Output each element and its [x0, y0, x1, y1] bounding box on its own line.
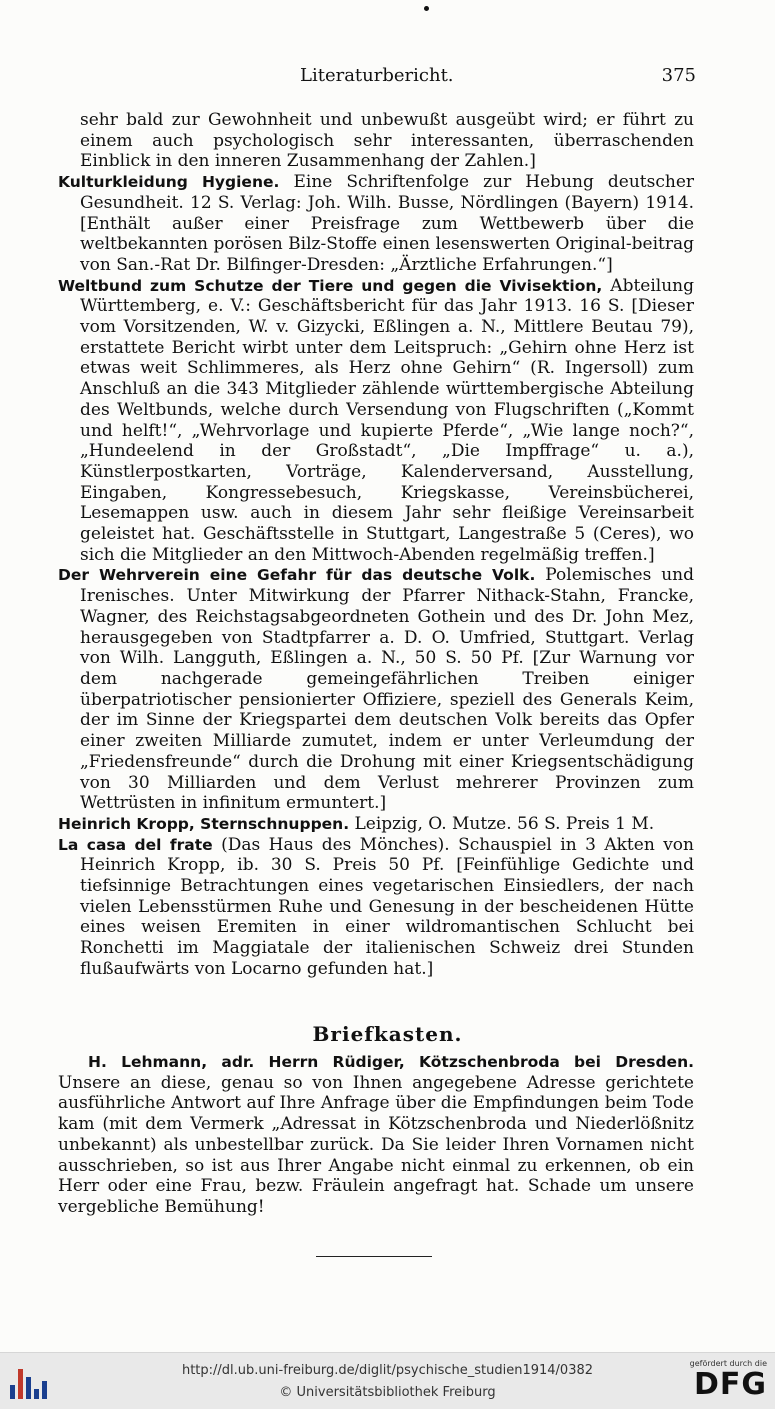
bibliography-entry	[58, 276, 694, 566]
intro-line: Einblick in den inneren Zusammenhang der Zahlen.]	[80, 151, 536, 172]
letter-paragraph	[58, 1052, 694, 1218]
entry-head: Weltbund zum Schutze der Tiere und gegen die Vivisektion,	[58, 276, 603, 295]
viewer-footer	[0, 1352, 775, 1409]
running-head	[300, 62, 696, 90]
literature-list	[58, 110, 694, 980]
entry-body: Eine Schriftenfolge zur Hebung deutscher Gesundheit. 12 S. Verlag: Joh. Wilh. Busse, Nördlingen (Bayern) 1914. [Enthält außer einer Preisfrage zum Wettbewerb über die weltbekannten porösen Bilz-Stoffe einen lesenswerten Original-beitrag von San.-Rat Dr. Bilfinger-Dresden: „Ärztliche Erfahrungen.“]	[80, 172, 695, 275]
bibliography-entry	[58, 565, 694, 813]
entry-head: La casa del frate	[58, 835, 213, 854]
intro-line: zu einem auch psychologisch sehr interessanten, überraschenden	[80, 110, 694, 151]
permalink-link[interactable]: http://dl.ub.uni-freiburg.de/diglit/psychische_studien1914/0382	[181, 1363, 594, 1378]
entry-head: Der Wehrverein eine Gefahr für das deutsche Volk.	[58, 566, 536, 585]
entry-body: Leipzig, O. Mutze. 56 S. Preis 1 M.	[354, 813, 655, 834]
letter-box	[58, 1052, 694, 1218]
entry-head: Heinrich Kropp, Sternschnuppen.	[58, 814, 350, 833]
letter-addressee: H. Lehmann, adr. Herrn Rüdiger, Kötzschenbroda bei Dresden.	[88, 1053, 694, 1071]
entry-head: Kulturkleidung Hygiene.	[58, 173, 280, 192]
bibliography-entry	[58, 835, 694, 980]
entry-body: Polemisches und Irenisches. Unter Mitwirkung der Pfarrer Nithack-Stahn, Francke, Wagner, des Reichstagsabgeordneten Gothein und des Dr. John Mez, herausgegeben von Stadtpfarrer a. D. O. Umfried, Stuttgart. Verlag von Wilh. Langguth, Eßlingen a. N., 50 S. 50 Pf. [Zur Warnung vor dem nachgerade gemeingefährlichen Treiben einiger überpatriotischer pensionierter Offiziere, speziell des Generals Keim, der im Sinne der Kriegspartei dem deutschen Volk bereits das Opfer einer zweiten Milliarde zumutet, indem er unter Verleumdung der „Friedensfreunde“ durch die Drohung mit einer Kriegsentschädigung von 30 Milliarden und dem Verlust mehrerer Provinzen zum Wettrüsten in infinitum ermuntert.]	[80, 565, 695, 814]
dfg-wordmark: DFG	[693, 1367, 767, 1402]
intro-paragraph	[58, 110, 694, 172]
running-title: Literaturbericht.	[300, 65, 454, 86]
closing-rule	[316, 1256, 432, 1257]
ink-dot	[424, 6, 429, 11]
entry-body: (Das Haus des Mönches). Schauspiel in 3 Akten von Heinrich Kropp, ib. 30 S. Preis 50 Pf. [Feinfühlige Gedichte und tiefsinnige Betrachtungen eines vegetarischen Einsiedlers, der nach vielen Lebensstürmen Ruhe und Genesung in der bescheidenen Hütte eines weisen Eremiten in einer wildromantischen Schlucht bei Ronchetti im Maggiatale der italienischen Schweiz drei Stunden flußaufwärts von Locarno gefunden hat.]	[80, 834, 694, 979]
dfg-caption: gefördert durch die	[689, 1359, 767, 1368]
dfg-logo	[681, 1359, 767, 1405]
bibliography-entry	[58, 814, 694, 835]
letter-body: Unsere an diese, genau so von Ihnen angegebene Adresse gerichtete ausführliche Antwort auf Ihre Anfrage über die Empfindungen beim Tode kam (mit dem Vermerk „Adressat in Kötzschenbroda und Niederlößnitz unbekannt) als unbestellbar zurück. Da Sie leider Ihren Vornamen nicht ausschrieben, so ist aus Ihrer Angabe nicht einmal zu erkennen, ob ein Herr oder eine Frau, bezw. Fräulein angefragt hat. Schade um unsere vergebliche Bemühung!	[58, 1072, 694, 1217]
bibliography-entry	[58, 172, 694, 276]
section-heading: Briefkasten.	[312, 1022, 463, 1046]
entry-body: Abteilung Württemberg, e. V.: Geschäftsbericht für das Jahr 1913. 16 S. [Dieser vom Vorsitzenden, W. v. Gizycki, Eßlingen a. N., Mittlere Beutau 79), erstattete Bericht wirbt unter dem Leitspruch: „Gehirn ohne Herz ist etwas weit Schlimmeres, als Herz ohne Gehirn“ (R. Ingersoll) zum Anschluß an die 343 Mitglieder zählende württembergische Abteilung des Weltbunds, welche durch Versendung von Flugschriften („Kommt und helft!“, „Wehrvorlage und kupierte Pferde“, „Wie lange noch?“, „Hundeelend in der Großstadt“, „Die Impffrage“ u. a.), Künstlerpostkarten, Vorträge, Kalenderversand, Ausstellung, Eingaben, Kongressebesuch, Kriegskasse, Vereinsbücherei, Lesemappen usw. auch in diesem Jahr sehr fleißige Vereinsarbeit geleistet hat. Geschäftsstelle in Stuttgart, Langestraße 5 (Ceres), wo sich die Mitglieder an den Mittwoch-Abenden regelmäßig treffen.]	[80, 275, 695, 565]
intro-line: sehr bald zur Gewohnheit und unbewußt ausgeübt wird; er führt	[80, 110, 666, 130]
page-number: 375	[661, 65, 696, 86]
copyright-notice: © Universitätsbibliothek Freiburg	[279, 1385, 496, 1400]
